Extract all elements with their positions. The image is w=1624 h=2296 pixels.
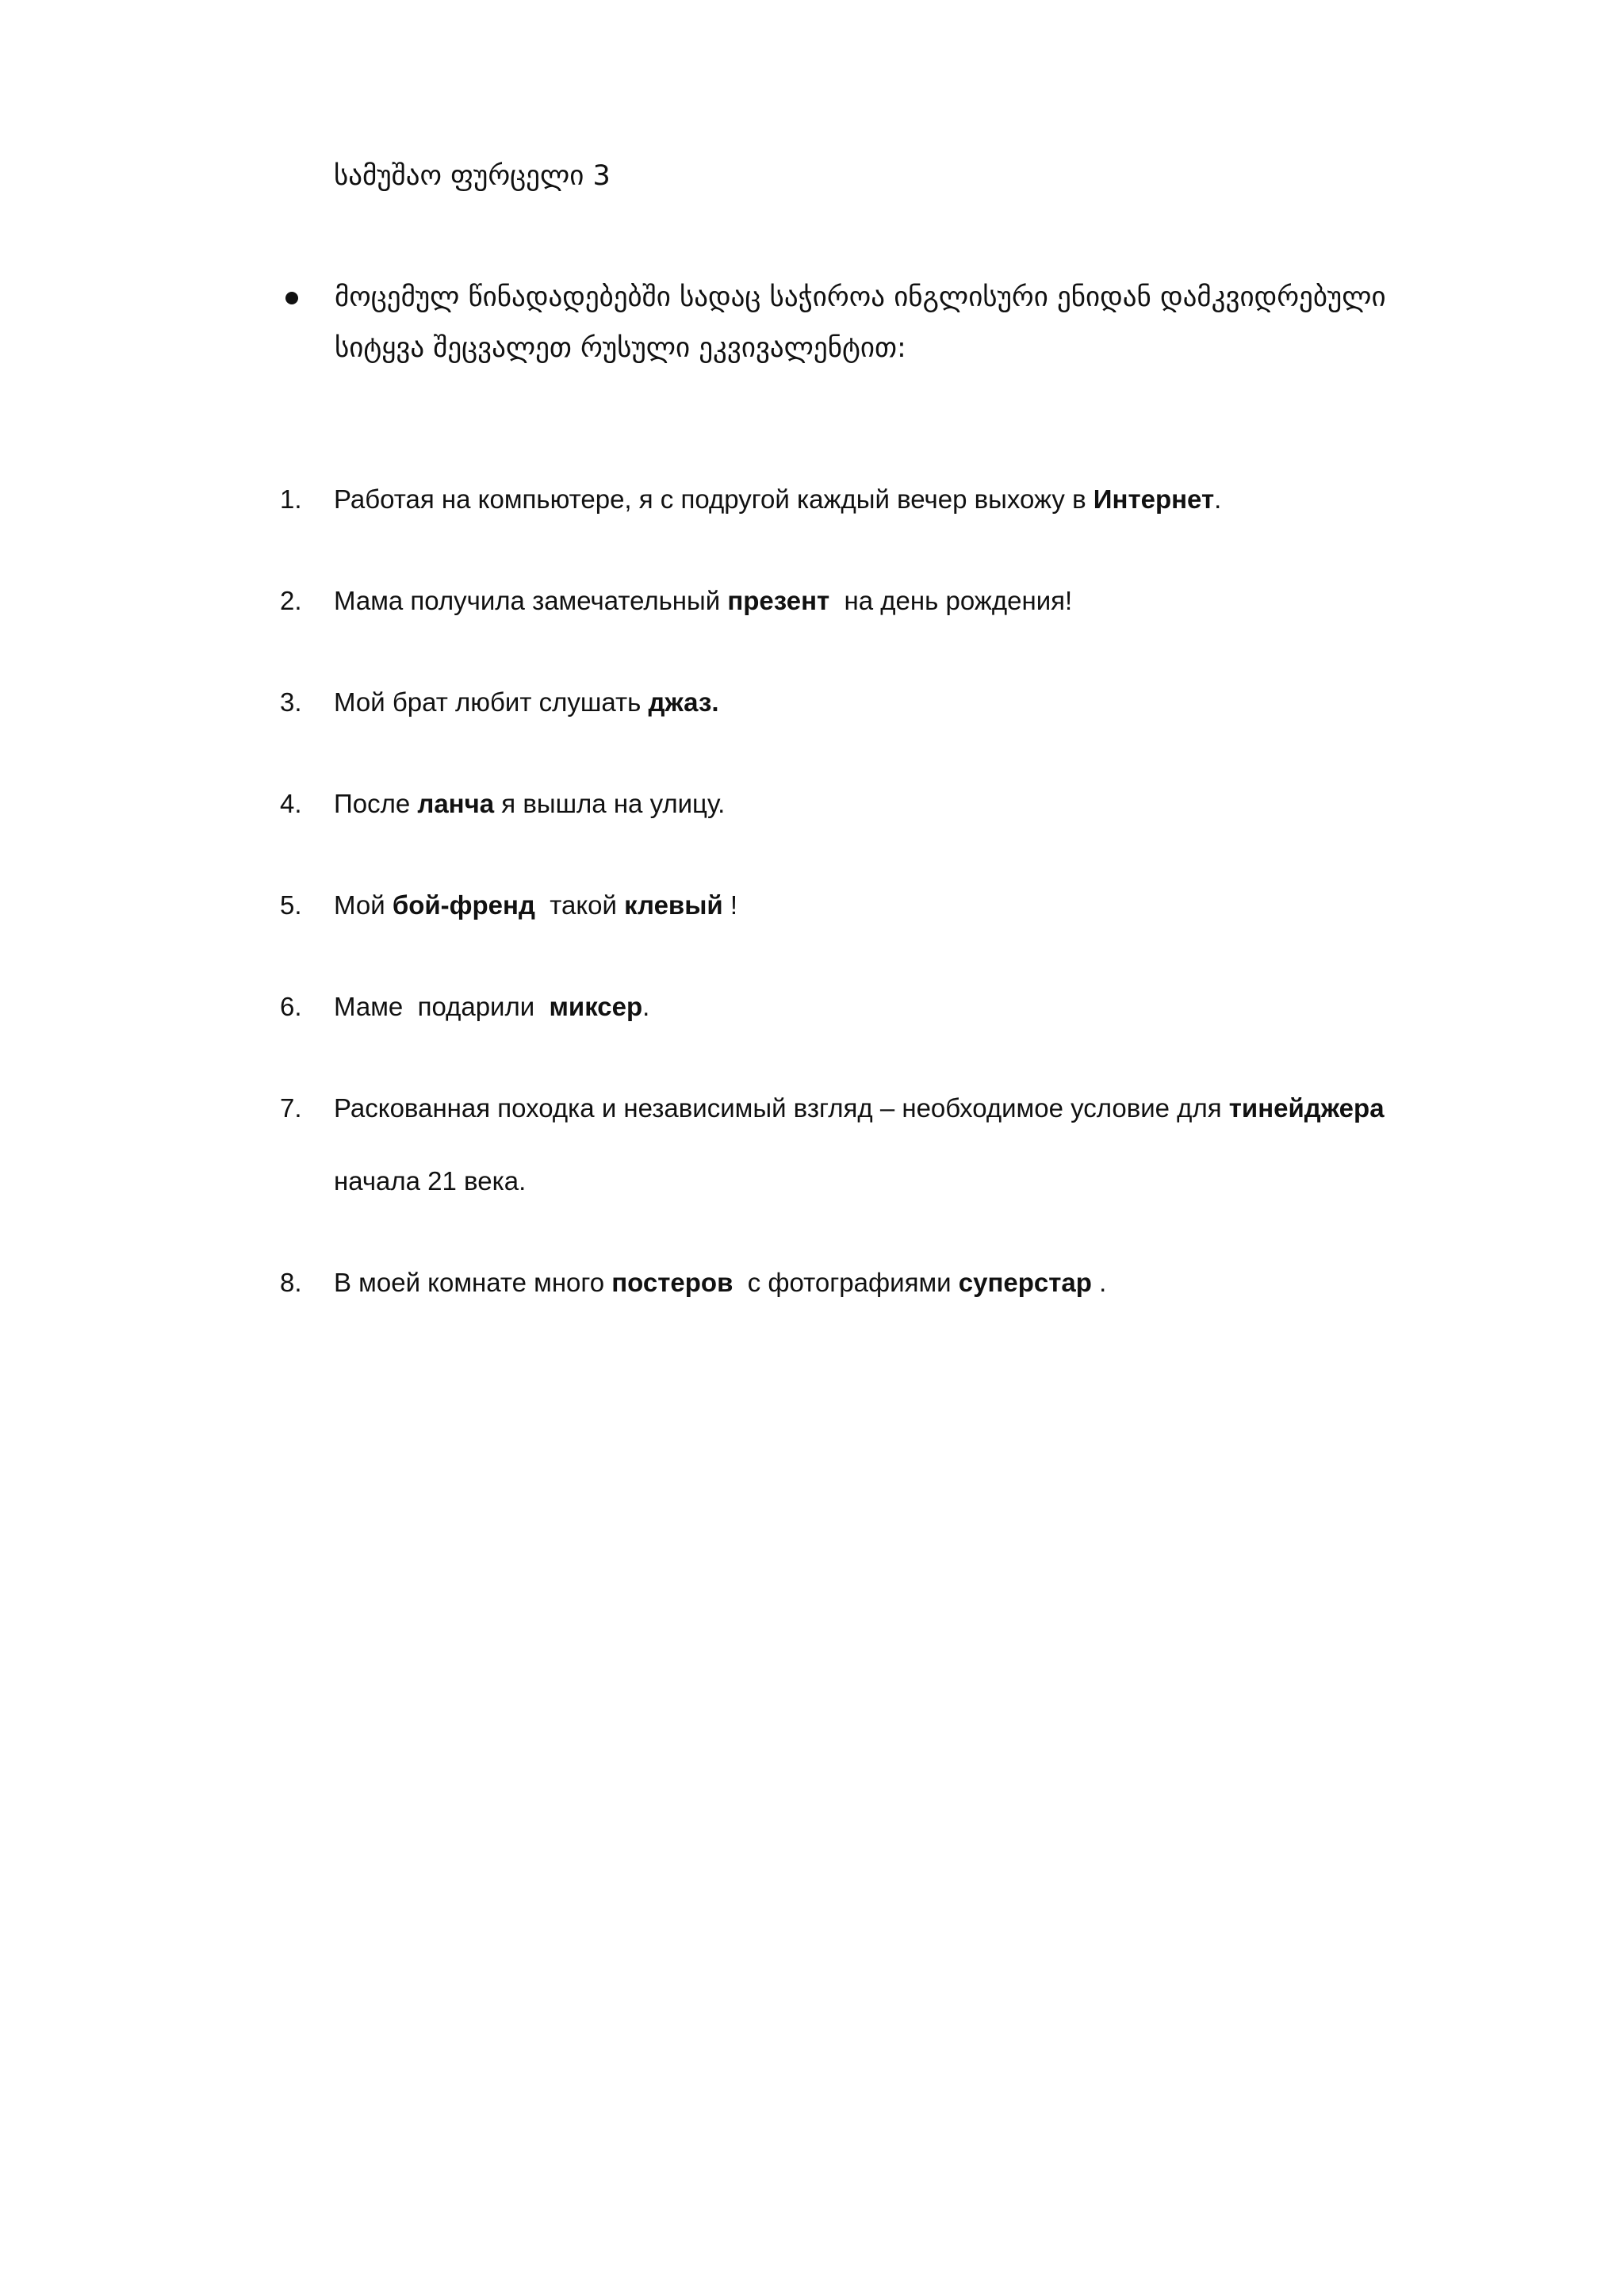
item-number: 1. [280, 484, 302, 514]
sentence-part: с фотографиями [733, 1268, 959, 1297]
sentence-part: начала 21 века. [334, 1166, 527, 1196]
item-number: 7. [280, 1093, 302, 1123]
item-number: 8. [280, 1268, 302, 1297]
sentence-part: ! [722, 890, 738, 920]
sentence-part: В моей комнате много [334, 1268, 612, 1297]
exercise-item-3 [280, 666, 1454, 739]
sentence-part: Мой [334, 890, 393, 920]
highlighted-word: клевый [624, 890, 723, 920]
sentence-part: Мой брат любит слушать [334, 687, 649, 717]
sentence-text [334, 869, 1454, 942]
sentence-part: Раскованная походка и независимый взгляд – необходимое условие для [334, 1093, 1229, 1123]
highlighted-word: суперстар [958, 1268, 1092, 1297]
sentence-text [334, 970, 1454, 1043]
sentence-part: . [1214, 484, 1222, 514]
exercise-list [280, 463, 1454, 1348]
sentence-part: такой [534, 890, 625, 920]
exercise-item-8 [280, 1246, 1454, 1319]
highlighted-word: миксер [549, 992, 643, 1021]
exercise-item-7 [280, 1072, 1454, 1218]
sentence-text [334, 463, 1454, 536]
sentence-text [334, 767, 1454, 840]
highlighted-word: презент [727, 586, 830, 615]
highlighted-word: постеров [611, 1268, 733, 1297]
highlighted-word: тинейджера [1228, 1093, 1385, 1123]
exercise-item-5 [280, 869, 1454, 942]
sentence-text [334, 564, 1454, 637]
sentence-part: После [334, 789, 418, 818]
item-number: 2. [280, 586, 302, 615]
worksheet-title: სამუშაო ფურცელი 3 [334, 160, 611, 192]
sentence-part: . [1091, 1268, 1107, 1297]
highlighted-word: бой-френд [392, 890, 535, 920]
highlighted-word: ланча [417, 789, 495, 818]
sentence-text [334, 1072, 1454, 1218]
item-number: 4. [280, 789, 302, 818]
item-number: 5. [280, 890, 302, 920]
highlighted-word: джаз. [648, 687, 719, 717]
highlighted-word: Интернет [1093, 484, 1215, 514]
item-number: 6. [280, 992, 302, 1021]
exercise-item-2 [280, 564, 1454, 637]
exercise-item-4 [280, 767, 1454, 840]
sentence-text [334, 666, 1454, 739]
sentence-part: Мама получила замечательный [334, 586, 728, 615]
sentence-part: . [642, 992, 650, 1021]
exercise-item-1 [280, 463, 1454, 536]
instruction-text: მოცემულ წინადადებებში სადაც საჭიროა ინგლისური ენიდან დამკვიდრებული სიტყვა შეცვალეთ რუსული ეკვივალენტით: [335, 281, 1386, 364]
sentence-part: Работая на компьютере, я с подругой каждый вечер выхожу в [334, 484, 1094, 514]
item-number: 3. [280, 687, 302, 717]
bullet-icon [285, 292, 298, 304]
sentence-text [334, 1246, 1454, 1319]
exercise-item-6 [280, 970, 1454, 1043]
sentence-part: Маме подарили [334, 992, 550, 1021]
sentence-part: на день рождения! [829, 586, 1073, 615]
sentence-part: я вышла на улицу. [494, 789, 726, 818]
